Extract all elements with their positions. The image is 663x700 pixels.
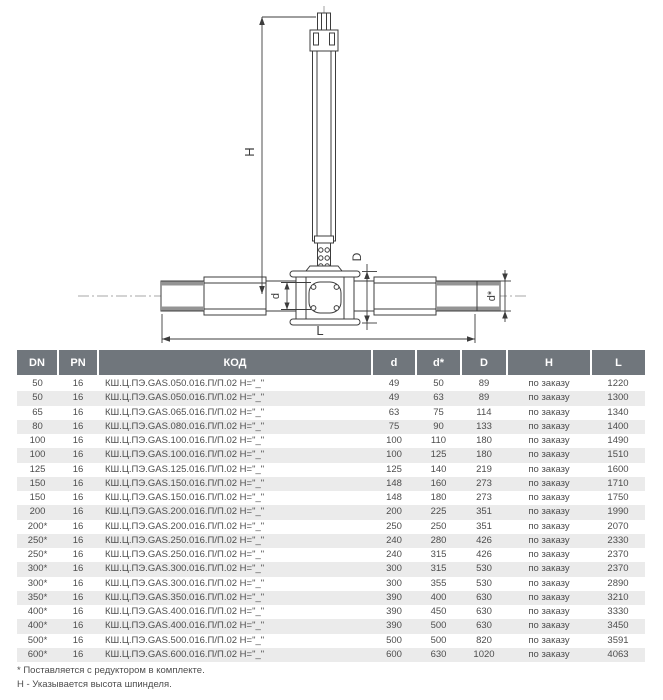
cell-h: по заказу bbox=[528, 406, 570, 418]
cell-pn: 16 bbox=[72, 577, 84, 589]
column-header-code: КОД bbox=[98, 350, 372, 376]
cell-h: по заказу bbox=[507, 648, 591, 662]
cell-l: 2890 bbox=[607, 577, 629, 589]
cell-dn: 150 bbox=[29, 492, 46, 503]
cell-code: КШ.Ц.ПЭ.GAS.050.016.П/П.02 Н="_" bbox=[105, 378, 265, 389]
cell-d_star: 160 bbox=[416, 477, 461, 491]
cell-h: по заказу bbox=[507, 591, 591, 605]
footnote-reducer: * Поставляется с редуктором в комплекте. bbox=[17, 665, 205, 676]
cell-d_star: 400 bbox=[416, 591, 461, 605]
cell-d_star: 225 bbox=[416, 505, 461, 519]
cell-l: 2070 bbox=[607, 520, 629, 532]
table-row bbox=[17, 648, 645, 662]
cell-D: 1020 bbox=[461, 648, 507, 662]
table-row bbox=[17, 562, 645, 576]
table-row bbox=[17, 406, 645, 420]
cell-code: КШ.Ц.ПЭ.GAS.300.016.П/П.02 Н="_" bbox=[105, 577, 265, 589]
cell-D: 630 bbox=[476, 606, 492, 617]
cell-pn: 16 bbox=[58, 648, 98, 662]
table-row bbox=[17, 491, 645, 505]
cell-h: по заказу bbox=[528, 378, 570, 389]
table-row bbox=[17, 420, 645, 434]
cell-h: по заказу bbox=[507, 562, 591, 576]
valve-drawing-svg bbox=[0, 0, 663, 349]
cell-dn: 400* bbox=[27, 606, 48, 617]
pipe-right bbox=[354, 281, 374, 311]
cell-h: по заказу bbox=[528, 549, 570, 560]
cell-pn: 16 bbox=[58, 562, 98, 576]
cell-dn: 100 bbox=[29, 435, 46, 446]
cell-dn: 300* bbox=[17, 562, 58, 576]
column-header-h: H bbox=[507, 350, 591, 376]
cell-l: 1750 bbox=[607, 492, 629, 503]
cell-code: КШ.Ц.ПЭ.GAS.400.016.П/П.02 Н="_" bbox=[105, 606, 265, 617]
cell-h: по заказу bbox=[507, 619, 591, 633]
cell-D: 273 bbox=[461, 477, 507, 491]
cell-l: 1710 bbox=[591, 477, 645, 491]
cell-D: 530 bbox=[476, 577, 492, 589]
table-row bbox=[17, 548, 645, 562]
cell-D: 351 bbox=[461, 505, 507, 519]
cell-d: 240 bbox=[372, 534, 416, 548]
cell-dn: 65 bbox=[32, 406, 43, 418]
cell-pn: 16 bbox=[72, 406, 84, 418]
cell-h: по заказу bbox=[528, 435, 570, 446]
cell-d_star: 50 bbox=[433, 378, 444, 389]
cell-d: 300 bbox=[386, 577, 402, 589]
cell-h: по заказу bbox=[507, 505, 591, 519]
column-header-l: L bbox=[591, 350, 645, 376]
cell-code: КШ.Ц.ПЭ.GAS.150.016.П/П.02 Н="_" bbox=[105, 492, 265, 503]
cell-d_star: 90 bbox=[416, 420, 461, 434]
cell-h: по заказу bbox=[507, 420, 591, 434]
cell-l: 1510 bbox=[591, 448, 645, 462]
cell-l: 3450 bbox=[591, 619, 645, 633]
cell-code: КШ.Ц.ПЭ.GAS.200.016.П/П.02 Н="_" bbox=[98, 505, 372, 519]
dim-label-D: D bbox=[350, 252, 364, 262]
cell-d: 600 bbox=[372, 648, 416, 662]
cell-d: 49 bbox=[388, 378, 400, 389]
cell-dn: 250* bbox=[27, 549, 48, 560]
cell-dn: 200* bbox=[27, 520, 48, 532]
table-row bbox=[17, 577, 645, 591]
table-row bbox=[17, 619, 645, 633]
cell-l: 3591 bbox=[607, 634, 629, 646]
cell-code: КШ.Ц.ПЭ.GAS.300.016.П/П.02 Н="_" bbox=[98, 562, 372, 576]
cell-d_star: 250 bbox=[430, 520, 447, 532]
cell-D: 630 bbox=[461, 591, 507, 605]
footnote-spindle-height: Н - Указывается высота шпинделя. bbox=[17, 679, 172, 690]
cell-code: КШ.Ц.ПЭ.GAS.400.016.П/П.02 Н="_" bbox=[98, 619, 372, 633]
dimension-H bbox=[259, 17, 316, 294]
cell-d_star: 500 bbox=[416, 619, 461, 633]
cell-dn: 500* bbox=[27, 634, 48, 646]
cell-l: 2370 bbox=[591, 562, 645, 576]
table-row bbox=[17, 463, 645, 477]
cell-code: КШ.Ц.ПЭ.GAS.250.016.П/П.02 Н="_" bbox=[98, 534, 372, 548]
cell-code: КШ.Ц.ПЭ.GAS.200.016.П/П.02 Н="_" bbox=[105, 520, 265, 532]
cell-d_star: 125 bbox=[416, 448, 461, 462]
cell-D: 630 bbox=[461, 619, 507, 633]
cell-D: 219 bbox=[476, 463, 492, 475]
cell-pn: 16 bbox=[72, 634, 84, 646]
cell-h: по заказу bbox=[528, 634, 570, 646]
cell-pn: 16 bbox=[58, 448, 98, 462]
cell-dn: 300* bbox=[27, 577, 48, 589]
table-row bbox=[17, 591, 645, 605]
cell-D: 426 bbox=[476, 549, 492, 560]
cell-pn: 16 bbox=[72, 463, 84, 475]
cell-d: 100 bbox=[386, 435, 402, 446]
cell-h: по заказу bbox=[528, 492, 570, 503]
cell-l: 1400 bbox=[591, 420, 645, 434]
cell-D: 426 bbox=[461, 534, 507, 548]
cell-d_star: 63 bbox=[416, 391, 461, 405]
cell-d: 200 bbox=[372, 505, 416, 519]
cell-d_star: 280 bbox=[416, 534, 461, 548]
cell-D: 114 bbox=[476, 406, 492, 418]
cell-pn: 16 bbox=[72, 435, 84, 446]
cell-d: 75 bbox=[372, 420, 416, 434]
cell-l: 4063 bbox=[591, 648, 645, 662]
cell-l: 1300 bbox=[591, 391, 645, 405]
coupling-right bbox=[374, 277, 436, 315]
cell-dn: 125 bbox=[29, 463, 46, 475]
cell-dn: 200 bbox=[17, 505, 58, 519]
column-header-D: D bbox=[461, 350, 507, 376]
column-header-pn: PN bbox=[58, 350, 98, 376]
cell-l: 2330 bbox=[591, 534, 645, 548]
cell-code: КШ.Ц.ПЭ.GAS.125.016.П/П.02 Н="_" bbox=[105, 463, 265, 475]
cell-d_star: 450 bbox=[430, 606, 447, 617]
coupling-left bbox=[204, 277, 266, 315]
cell-d_star: 355 bbox=[430, 577, 447, 589]
cell-h: по заказу bbox=[507, 448, 591, 462]
cell-pn: 16 bbox=[72, 378, 84, 389]
table-row bbox=[17, 448, 645, 462]
cell-d: 390 bbox=[372, 591, 416, 605]
cell-d: 63 bbox=[388, 406, 400, 418]
cell-d: 148 bbox=[386, 492, 402, 503]
cell-D: 351 bbox=[476, 520, 492, 532]
cell-code: КШ.Ц.ПЭ.GAS.080.016.П/П.02 Н="_" bbox=[98, 420, 372, 434]
cell-d_star: 110 bbox=[430, 435, 447, 446]
cell-d: 148 bbox=[372, 477, 416, 491]
valve-spec-table bbox=[17, 350, 645, 662]
cell-d: 100 bbox=[372, 448, 416, 462]
cell-pn: 16 bbox=[58, 391, 98, 405]
cell-dn: 600* bbox=[17, 648, 58, 662]
table-row bbox=[17, 477, 645, 491]
cell-h: по заказу bbox=[507, 391, 591, 405]
cell-pn: 16 bbox=[58, 420, 98, 434]
cell-d: 240 bbox=[386, 549, 402, 560]
cell-dn: 50 bbox=[32, 378, 43, 389]
cell-D: 133 bbox=[461, 420, 507, 434]
cell-D: 530 bbox=[461, 562, 507, 576]
cell-d_star: 140 bbox=[430, 463, 447, 475]
cell-pn: 16 bbox=[58, 591, 98, 605]
cell-pn: 16 bbox=[72, 606, 84, 617]
dim-label-H: H bbox=[242, 147, 257, 157]
column-header-dn: DN bbox=[17, 350, 58, 376]
table-row bbox=[17, 376, 645, 391]
cell-h: по заказу bbox=[528, 463, 570, 475]
dim-label-d-star: d* bbox=[486, 290, 498, 302]
table-row bbox=[17, 534, 645, 548]
cell-l: 1990 bbox=[591, 505, 645, 519]
dim-label-L: L bbox=[316, 323, 324, 338]
cell-pn: 16 bbox=[58, 534, 98, 548]
footnotes bbox=[17, 664, 205, 692]
cell-l: 3330 bbox=[607, 606, 629, 617]
table-row bbox=[17, 505, 645, 519]
pe-stub-left bbox=[161, 281, 204, 311]
column-header-d_star: d* bbox=[416, 350, 461, 376]
cell-dn: 150 bbox=[17, 477, 58, 491]
table-row bbox=[17, 391, 645, 405]
cell-d_star: 315 bbox=[416, 562, 461, 576]
cell-d_star: 630 bbox=[416, 648, 461, 662]
cell-h: по заказу bbox=[528, 577, 570, 589]
cell-l: 1600 bbox=[607, 463, 629, 475]
cell-dn: 50 bbox=[17, 391, 58, 405]
cell-pn: 16 bbox=[58, 619, 98, 633]
cell-D: 89 bbox=[478, 378, 490, 389]
cell-pn: 16 bbox=[72, 492, 84, 503]
cell-d_star: 500 bbox=[430, 634, 447, 646]
cell-h: по заказу bbox=[507, 534, 591, 548]
cell-d: 250 bbox=[386, 520, 402, 532]
valve-body bbox=[290, 271, 360, 325]
cell-dn: 250* bbox=[17, 534, 58, 548]
cell-d_star: 75 bbox=[433, 406, 444, 418]
cell-code: КШ.Ц.ПЭ.GAS.050.016.П/П.02 Н="_" bbox=[98, 391, 372, 405]
cell-l: 2370 bbox=[607, 549, 629, 560]
cell-D: 273 bbox=[476, 492, 492, 503]
cell-D: 180 bbox=[476, 435, 492, 446]
cell-l: 1220 bbox=[607, 378, 629, 389]
cell-pn: 16 bbox=[72, 520, 84, 532]
cell-d: 390 bbox=[386, 606, 402, 617]
table-header bbox=[17, 350, 645, 376]
cell-d: 300 bbox=[372, 562, 416, 576]
cell-l: 1340 bbox=[607, 406, 629, 418]
cell-code: КШ.Ц.ПЭ.GAS.600.016.П/П.02 Н="_" bbox=[98, 648, 372, 662]
cell-d_star: 315 bbox=[430, 549, 447, 560]
cell-l: 1490 bbox=[607, 435, 629, 446]
cell-code: КШ.Ц.ПЭ.GAS.065.016.П/П.02 Н="_" bbox=[105, 406, 265, 418]
cell-code: КШ.Ц.ПЭ.GAS.500.016.П/П.02 Н="_" bbox=[105, 634, 265, 646]
cell-l: 3210 bbox=[591, 591, 645, 605]
cell-pn: 16 bbox=[72, 549, 84, 560]
cell-h: по заказу bbox=[528, 520, 570, 532]
cell-pn: 16 bbox=[58, 477, 98, 491]
cell-code: КШ.Ц.ПЭ.GAS.250.016.П/П.02 Н="_" bbox=[105, 549, 265, 560]
table-row bbox=[17, 605, 645, 619]
cell-dn: 350* bbox=[17, 591, 58, 605]
cell-dn: 100 bbox=[17, 448, 58, 462]
cell-D: 820 bbox=[476, 634, 492, 646]
cell-code: КШ.Ц.ПЭ.GAS.350.016.П/П.02 Н="_" bbox=[98, 591, 372, 605]
valve-technical-drawing bbox=[0, 0, 663, 349]
cell-h: по заказу bbox=[528, 606, 570, 617]
table-row bbox=[17, 520, 645, 534]
cell-dn: 80 bbox=[17, 420, 58, 434]
cell-pn: 16 bbox=[58, 505, 98, 519]
cell-code: КШ.Ц.ПЭ.GAS.100.016.П/П.02 Н="_" bbox=[98, 448, 372, 462]
cell-d: 125 bbox=[386, 463, 402, 475]
cell-code: КШ.Ц.ПЭ.GAS.150.016.П/П.02 Н="_" bbox=[98, 477, 372, 491]
cell-code: КШ.Ц.ПЭ.GAS.100.016.П/П.02 Н="_" bbox=[105, 435, 265, 446]
dim-label-d: d bbox=[270, 292, 282, 300]
cell-d: 500 bbox=[386, 634, 402, 646]
cell-D: 89 bbox=[461, 391, 507, 405]
spindle-stem bbox=[306, 13, 342, 276]
table-row bbox=[17, 434, 645, 448]
cell-dn: 400* bbox=[17, 619, 58, 633]
cell-d: 390 bbox=[372, 619, 416, 633]
cell-D: 180 bbox=[461, 448, 507, 462]
cell-d: 49 bbox=[372, 391, 416, 405]
cell-h: по заказу bbox=[507, 477, 591, 491]
table-row bbox=[17, 634, 645, 648]
cell-d_star: 180 bbox=[430, 492, 447, 503]
column-header-d: d bbox=[372, 350, 416, 376]
